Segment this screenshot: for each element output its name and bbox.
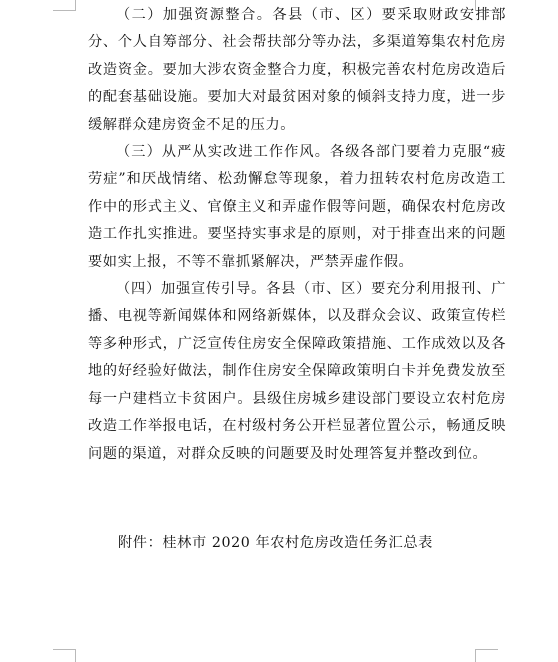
paragraph-publicity: （四）加强宣传引导。各县（市、区）要充分利用报刊、广播、电视等新闻媒体和网络新媒体，以及群众会议、政策宣传栏等多种形式，广泛宣传住房安全保障政策措施、工作成效以及各地的好经验好做法，制作住房安全保障政策明白卡并免费发放至每一户建档立卡贫困户。县级住房城乡建设部门要设立农村危房改造工作举报电话，在村级村务公开栏显著位置公示，畅通反映问题的渠道，对群众反映的问题要及时处理答复并整改到位。 [88,281,506,462]
document-body [88,2,506,468]
attachment-line: 附件：桂林市 2020 年农村危房改造任务汇总表 [118,535,433,551]
crop-mark-top-left [53,0,76,11]
crop-mark-bottom-left [53,649,76,662]
paragraph-resource-integration: （二）加强资源整合。各县（市、区）要采取财政安排部分、个人自筹部分、社会帮扶部分等办法，多渠道筹集农村危房改造资金。要加大涉农资金整合力度，积极完善农村危房改造后的配套基础设施。要加大对最贫困对象的倾斜支持力度，进一步缓解群众建房资金不足的压力。 [88,7,506,133]
paragraph-work-style: （三）从严从实改进工作作风。各级各部门要着力克服“疲劳症”和厌战情绪、松劲懈怠等现象，着力扭转农村危房改造工作中的形式主义、官僚主义和弄虚作假等问题，确保农村危房改造工作扎实推进。要坚持实事求是的原则，对于排查出来的问题要如实上报，不等不靠抓紧解决，严禁弄虚作假。 [88,144,506,270]
crop-mark-bottom-right [475,649,498,662]
